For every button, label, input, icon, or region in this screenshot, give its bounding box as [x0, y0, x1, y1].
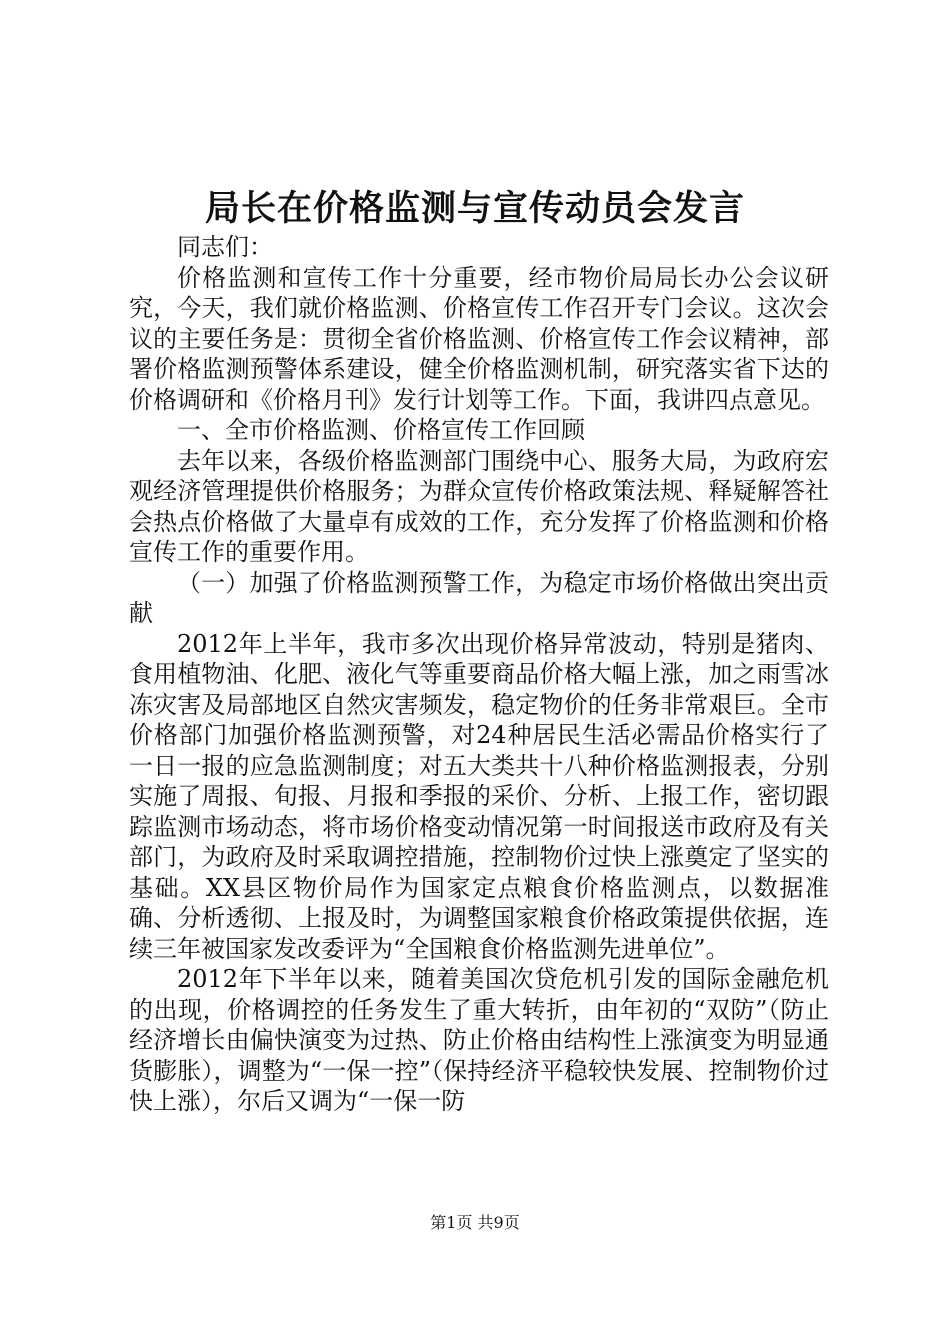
first-half-paragraph: 2012年上半年，我市多次出现价格异常波动，特别是猪肉、食用植物油、化肥、液化气等重要商品价格大幅上涨，加之雨雪冰冻灾害及局部地区自然灾害频发，稳定物价的任务非常艰巨。全市价格部门加强价格监测预警，对24种居民生活必需品价格实行了一日一报的应急监测制度；对五大类共十八种价格监测报表，分别实施了周报、旬报、月报和季报的采价、分析、上报工作，密切跟踪监测市场动态，将市场价格变动情况第一时间报送市政府及有关部门，为政府及时采取调控措施，控制物价过快上涨奠定了坚实的基础。XX县区物价局作为国家定点粮食价格监测点，以数据准确、分析透彻、上报及时，为调整国家粮食价格政策提供依据，连续三年被国家发改委评为“全国粮食价格监测先进单位”。: [129, 629, 829, 963]
document-title: 局长在价格监测与宣传动员会发言: [204, 188, 745, 229]
subsection-heading: （一）加强了价格监测预警工作，为稳定市场价格做出突出贡献: [129, 568, 829, 627]
section-heading: 一、全市价格监测、价格宣传工作回顾: [177, 416, 585, 444]
review-paragraph: 去年以来，各级价格监测部门围绕中心、服务大局，为政府宏观经济管理提供价格服务；为群众宣传价格政策法规、释疑解答社会热点价格做了大量卓有成效的工作，充分发挥了价格监测和价格宣传工作的重要作用。: [129, 446, 829, 566]
intro-paragraph: 价格监测和宣传工作十分重要，经市物价局局长办公会议研究，今天，我们就价格监测、价格宣传工作召开专门会议。这次会议的主要任务是：贯彻全省价格监测、价格宣传工作会议精神，部署价格监测预警体系建设，健全价格监测机制，研究落实省下达的价格调研和《价格月刊》发行计划等工作。下面，我讲四点意见。: [129, 263, 829, 414]
salutation-paragraph: 同志们：: [177, 233, 273, 261]
document-body: [129, 232, 829, 1117]
second-half-paragraph: 2012年下半年以来，随着美国次贷危机引发的国际金融危机的出现，价格调控的任务发生了重大转折，由年初的“双防”（防止经济增长由偏快演变为过热、防止价格由结构性上涨演变为明显通货膨胀），调整为“一保一控”（保持经济平稳较快发展、控制物价过快上涨），尔后又调为“一保一防: [129, 965, 829, 1115]
page-number-footer: 第1页 共9页: [430, 1213, 520, 1232]
